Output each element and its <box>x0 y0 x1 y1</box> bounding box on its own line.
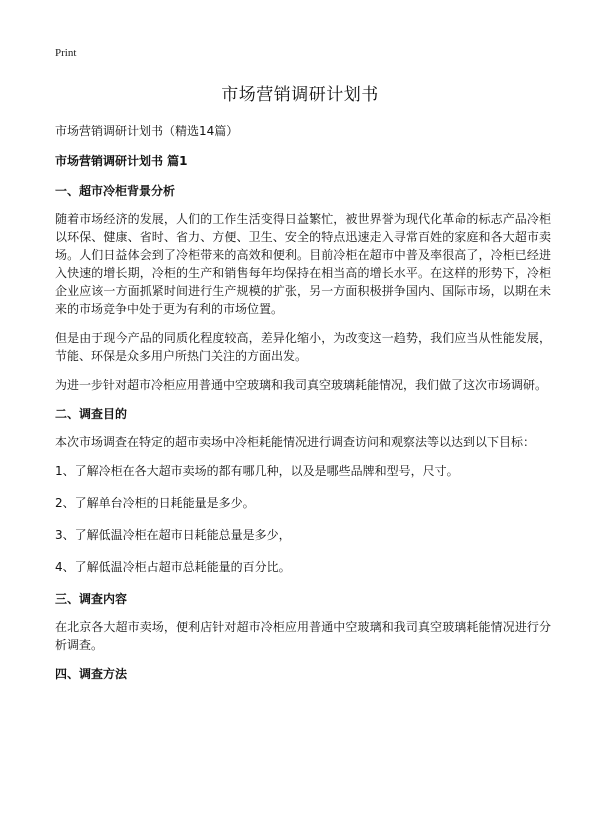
section-heading: 三、调查内容 <box>55 592 128 606</box>
document-title: 市场营销调研计划书 <box>221 85 379 105</box>
document-content <box>55 122 551 693</box>
section-heading: 二、调查目的 <box>55 407 128 421</box>
list-item: 3、了解低温冷柜在超市日耗能总量是多少， <box>55 528 291 542</box>
paragraph: 本次市场调查在特定的超市卖场中冷柜耗能情况进行调查访问和观察法等以达到以下目标： <box>55 435 536 449</box>
section-heading: 四、调查方法 <box>55 667 128 681</box>
document-subtitle: 市场营销调研计划书（精选14篇） <box>55 124 239 138</box>
print-label[interactable]: Print <box>55 47 77 59</box>
paragraph: 随着市场经济的发展，人们的工作生活变得日益繁忙，被世界誉为现代化革命的标志产品冷柜以环保、健康、省时、省力、方便、卫生、安全的特点迅速走入寻常百姓的家庭和各大超市卖场。人们日益体会到了冷柜带来的高效和便利。目前冷柜在超市中普及率很高了，冷柜已经进入快速的增长期，冷柜的生产和销售每年均保持在相当高的增长水平。在这样的形势下，冷柜企业应该一方面抓紧时间进行生产规模的扩张，另一方面积极拼争国内、国际市场，以期在未来的市场竞争中处于更为有利的市场位置。 <box>55 212 551 316</box>
list-item: 2、了解单台冷柜的日耗能量是多少。 <box>55 496 255 510</box>
list-item: 1、了解冷柜在各大超市卖场的都有哪几种，以及是哪些品牌和型号，尺寸。 <box>55 464 459 478</box>
paragraph: 在北京各大超市卖场，便利店针对超市冷柜应用普通中空玻璃和我司真空玻璃耗能情况进行分析调查。 <box>55 620 551 652</box>
document-part-heading: 市场营销调研计划书 篇1 <box>55 154 188 168</box>
list-item: 4、了解低温冷柜占超市总耗能量的百分比。 <box>55 560 291 574</box>
paragraph: 但是由于现今产品的同质化程度较高，差异化缩小，为改变这一趋势，我们应当从性能发展，节能、环保是众多用户所热门关注的方面出发。 <box>55 331 551 363</box>
paragraph: 为进一步针对超市冷柜应用普通中空玻璃和我司真空玻璃耗能情况，我们做了这次市场调研。 <box>55 378 548 392</box>
section-heading: 一、超市冷柜背景分析 <box>55 184 176 198</box>
